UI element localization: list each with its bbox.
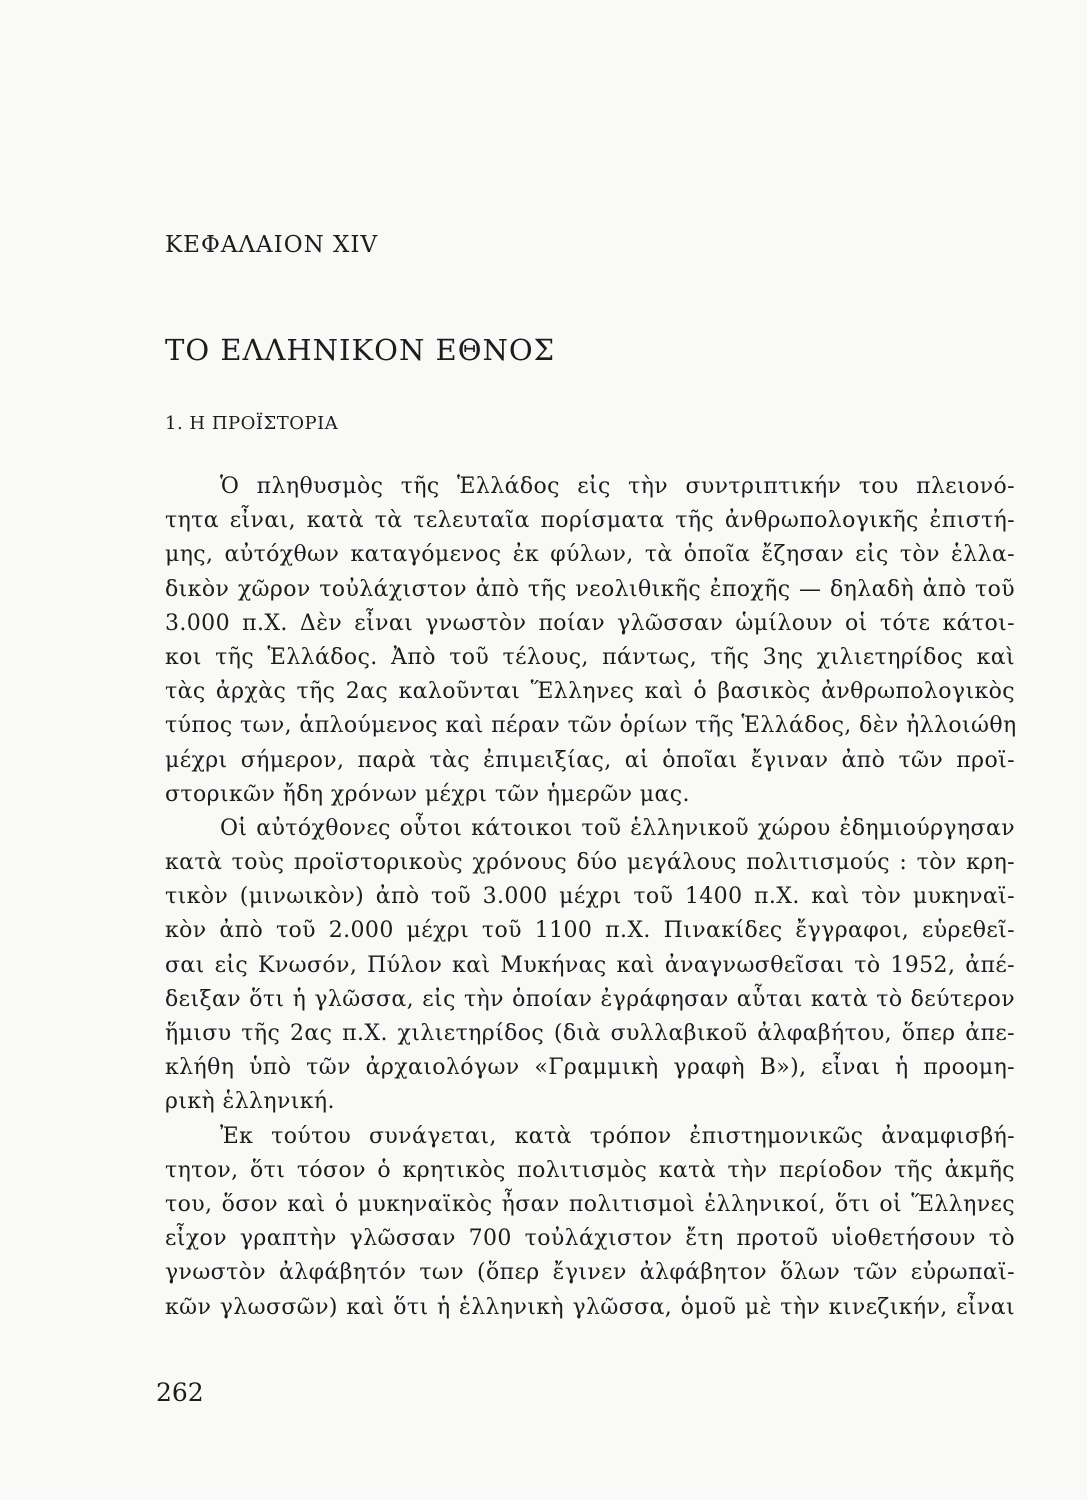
text-line: ρικὴ ἑλληνική. [165,1089,335,1115]
text-line: εἶχον γραπτὴν γλῶσσαν 700 τοὐλάχιστον ἔτη προτοῦ υἱοθετήσουν τὸ [165,1226,1015,1252]
text-line: κῶν γλωσσῶν) καὶ ὅτι ἡ ἑλληνικὴ γλῶσσα, ὁμοῦ μὲ τὴν κινεζικήν, εἶναι [165,1294,1015,1320]
text-line: μέχρι σήμερον, παρὰ τὰς ἐπιμειξίας, αἱ ὁποῖαι ἔγιναν ἀπὸ τῶν προϊ- [165,747,1015,773]
text-line: δικὸν χῶρον τοὐλάχιστον ἀπὸ τῆς νεολιθικῆς ἐποχῆς — δηλαδὴ ἀπὸ τοῦ [165,576,1015,602]
text-line: ἥμισυ τῆς 2ας π.Χ. χιλιετηρίδος (διὰ συλλαβικοῦ ἀλφαβήτου, ὅπερ ἀπε- [165,1021,1015,1046]
page-number: 262 [156,1378,204,1407]
text-line: κατὰ τοὺς προϊστορικοὺς χρόνους δύο μεγάλους πολιτισμούς : τὸν κρη- [165,850,1015,876]
text-line: κὸν ἀπὸ τοῦ 2.000 μέχρι τοῦ 1100 π.Χ. Πινακίδες ἔγγραφοι, εὑρεθεῖ- [165,918,1015,944]
text-line: Ἐκ τούτου συνάγεται, κατὰ τρόπον ἐπιστημονικῶς ἀναμφισβή- [220,1123,1015,1149]
text-line: Οἱ αὐτόχθονες οὗτοι κάτοικοι τοῦ ἑλληνικοῦ χώρου ἐδημιούργησαν [220,815,1015,841]
text-line: κλήθη ὑπὸ τῶν ἀρχαιολόγων «Γραμμικὴ γραφὴ Β»), εἶναι ἡ προομη- [165,1055,1015,1081]
section-title: 1. Η ΠΡΟΪΣΤΟΡΙΑ [165,413,339,434]
text-line: γνωστὸν ἀλφάβητόν των (ὅπερ ἔγινεν ἀλφάβητον ὅλων τῶν εὐρωπαϊ- [165,1260,1015,1286]
chapter-title: ΤΟ ΕΛΛΗΝΙΚΟΝ ΕΘΝΟΣ [165,333,556,367]
text-line: σαι εἰς Κνωσόν, Πύλον καὶ Μυκήνας καὶ ἀναγνωσθεῖσαι τὸ 1952, ἀπέ- [165,952,1015,978]
body-text [165,470,1015,1325]
chapter-label: ΚΕΦΑΛΑΙΟΝ XIV [165,232,379,258]
text-line: τικὸν (μινωικὸν) ἀπὸ τοῦ 3.000 μέχρι τοῦ 1400 π.Χ. καὶ τὸν μυκηναϊ- [165,884,1015,910]
text-line: τὰς ἀρχὰς τῆς 2ας καλοῦνται Ἕλληνες καὶ ὁ βασικὸς ἀνθρωπολογικὸς [165,679,1015,705]
text-line: τητα εἶναι, κατὰ τὰ τελευταῖα πορίσματα τῆς ἀνθρωπολογικῆς ἐπιστή- [165,508,1015,534]
text-line: στορικῶν ἤδη χρόνων μέχρι τῶν ἡμερῶν μας. [165,781,690,807]
text-line: μης, αὐτόχθων καταγόμενος ἐκ φύλων, τὰ ὁποῖα ἔζησαν εἰς τὸν ἑλλα- [165,542,1015,568]
text-line: κοι τῆς Ἑλλάδος. Ἀπὸ τοῦ τέλους, πάντως, τῆς 3ης χιλιετηρίδος καὶ [165,644,1015,670]
text-line: τύπος των, ἁπλούμενος καὶ πέραν τῶν ὁρίων τῆς Ἑλλάδος, δὲν ἠλλοιώθη [165,713,1017,739]
text-line: Ὁ πληθυσμὸς τῆς Ἑλλάδος εἰς τὴν συντριπτικήν του πλειονό- [220,474,1015,499]
text-line: του, ὅσον καὶ ὁ μυκηναϊκὸς ἦσαν πολιτισμοὶ ἑλληνικοί, ὅτι οἱ Ἕλληνες [165,1191,1015,1217]
text-line: τητον, ὅτι τόσον ὁ κρητικὸς πολιτισμὸς κατὰ τὴν περίοδον τῆς ἀκμῆς [165,1157,1015,1183]
text-line: δειξαν ὅτι ἡ γλῶσσα, εἰς τὴν ὁποίαν ἐγράφησαν αὗται κατὰ τὸ δεύτερον [165,986,1015,1012]
text-line: 3.000 π.Χ. Δὲν εἶναι γνωστὸν ποίαν γλῶσσαν ὡμίλουν οἱ τότε κάτοι- [165,610,1015,636]
